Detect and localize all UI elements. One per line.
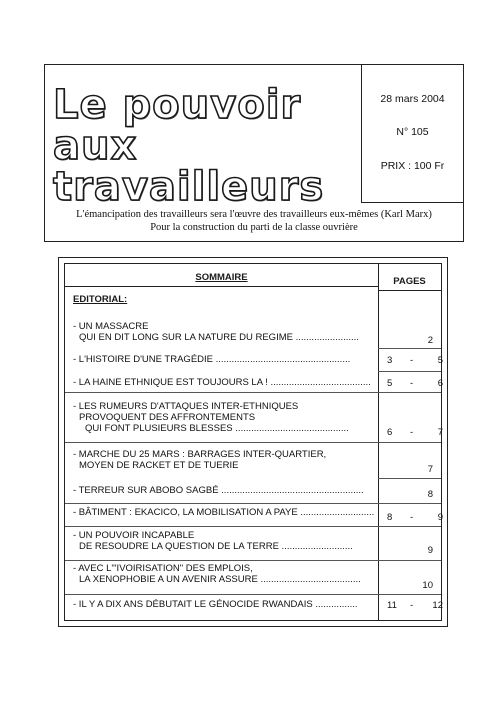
toc-entry-line: - UN POUVOIR INCAPABLE [73,530,195,541]
page-dash: - [410,355,414,366]
page-from: 5 [387,378,393,389]
toc-entry-line: - TERREUR SUR ABOBO SAGBÉ ...................................................... [73,485,364,496]
toc-entry [65,354,378,365]
page-from: 3 [387,355,393,366]
toc-entry-line: - LES RUMEURS D'ATTAQUES INTER-ETHNIQUES [73,401,299,412]
toc-page-number: 9 [427,545,433,556]
page-from: 8 [387,512,393,523]
title-line-2: aux [53,123,138,169]
toc-entry-line: LA XENOPHOBIE A UN AVENIR ASSURE ...................................... [79,574,361,585]
newspaper-title [45,65,365,210]
toc-page-number: 2 [427,335,433,346]
toc-entry [65,507,378,518]
issue-date: 28 mars 2004 [380,93,445,105]
row-rule [65,526,441,527]
toc-page-number: 8 [427,489,433,500]
toc-entry-line: - LA HAINE ETHNIQUE EST TOUJOURS LA ! ...................................... [73,377,371,388]
toc-page-number: 10 [422,580,433,591]
page-from: 11 [387,600,397,611]
toc-entry-line: DE RESOUDRE LA QUESTION DE LA TERRE ........................... [79,541,353,552]
toc-entry [65,449,378,471]
toc-entry [65,563,378,585]
toc-entry-line: - IL Y A DIX ANS DÉBUTAIT LE GÉNOCIDE RWANDAIS ................ [73,599,358,610]
page-dash: - [410,378,414,389]
toc-inner-frame [64,263,442,621]
toc-entry [65,485,378,496]
toc-entry [65,530,378,552]
page-dash: - [410,427,414,438]
page-to: 5 [437,355,443,366]
page-from: 6 [387,427,393,438]
table-of-contents [58,257,448,627]
masthead [44,64,464,242]
toc-entry [65,401,378,434]
issue-info-box [361,65,463,203]
row-rule [65,560,441,561]
heading-rule [65,286,378,287]
toc-entry-line: - UN MASSACRE [73,321,149,332]
toc-entry-line: - MARCHE DU 25 MARS : BARRAGES INTER-QUARTIER, [73,449,327,460]
title-line-1: Le pouvoir [53,82,302,128]
row-rule [65,503,441,504]
page-to: 6 [437,378,443,389]
toc-entry-line: - L'HISTOIRE D'UNE TRAGÉDIE ................................................... [73,354,351,365]
page-to: 9 [437,512,443,523]
title-line-3: travailleurs [53,164,325,210]
toc-entry-line: QUI FONT PLUSIEURS BLESSES ........................................... [85,423,349,434]
toc-entry-line: MOYEN DE RACKET ET DE TUERIE [79,460,239,471]
toc-entry [65,321,378,343]
toc-entry-line: - BÂTIMENT : EKACICO, LA MOBILISATION A PAYE ............................ [73,507,375,518]
issue-price: PRIX : 100 Fr [380,160,445,172]
row-rule [65,594,441,595]
toc-page-number: 7 [427,464,433,475]
toc-entry [65,599,378,610]
toc-entry-line: QUI EN DIT LONG SUR LA NATURE DU REGIME ........................ [79,332,359,343]
row-rule [65,442,441,443]
row-rule [378,371,441,372]
row-rule [378,478,441,479]
issue-number: N° 105 [396,126,429,138]
page-to: 12 [432,600,443,611]
row-rule [378,348,441,349]
row-rule [65,392,441,393]
pages-heading-rule [378,290,441,291]
page-to: 7 [437,427,443,438]
toc-entry [65,377,378,388]
tagline-quote: L'émancipation des travailleurs sera l'œuvre des travailleurs eux-mêmes (Karl Marx) [76,209,432,220]
page-dash: - [410,600,414,611]
tagline-mission: Pour la construction du parti de la classe ouvrière [150,222,358,233]
toc-entry-line: - AVEC L'"IVOIRISATION" DES EMPLOIS, [73,563,253,574]
page-dash: - [410,512,414,523]
sommaire-heading: SOMMAIRE [195,272,248,283]
toc-entry-line: PROVOQUENT DES AFFRONTEMENTS [79,412,256,423]
editorial-label: EDITORIAL: [73,294,128,305]
pages-heading: PAGES [393,276,426,287]
